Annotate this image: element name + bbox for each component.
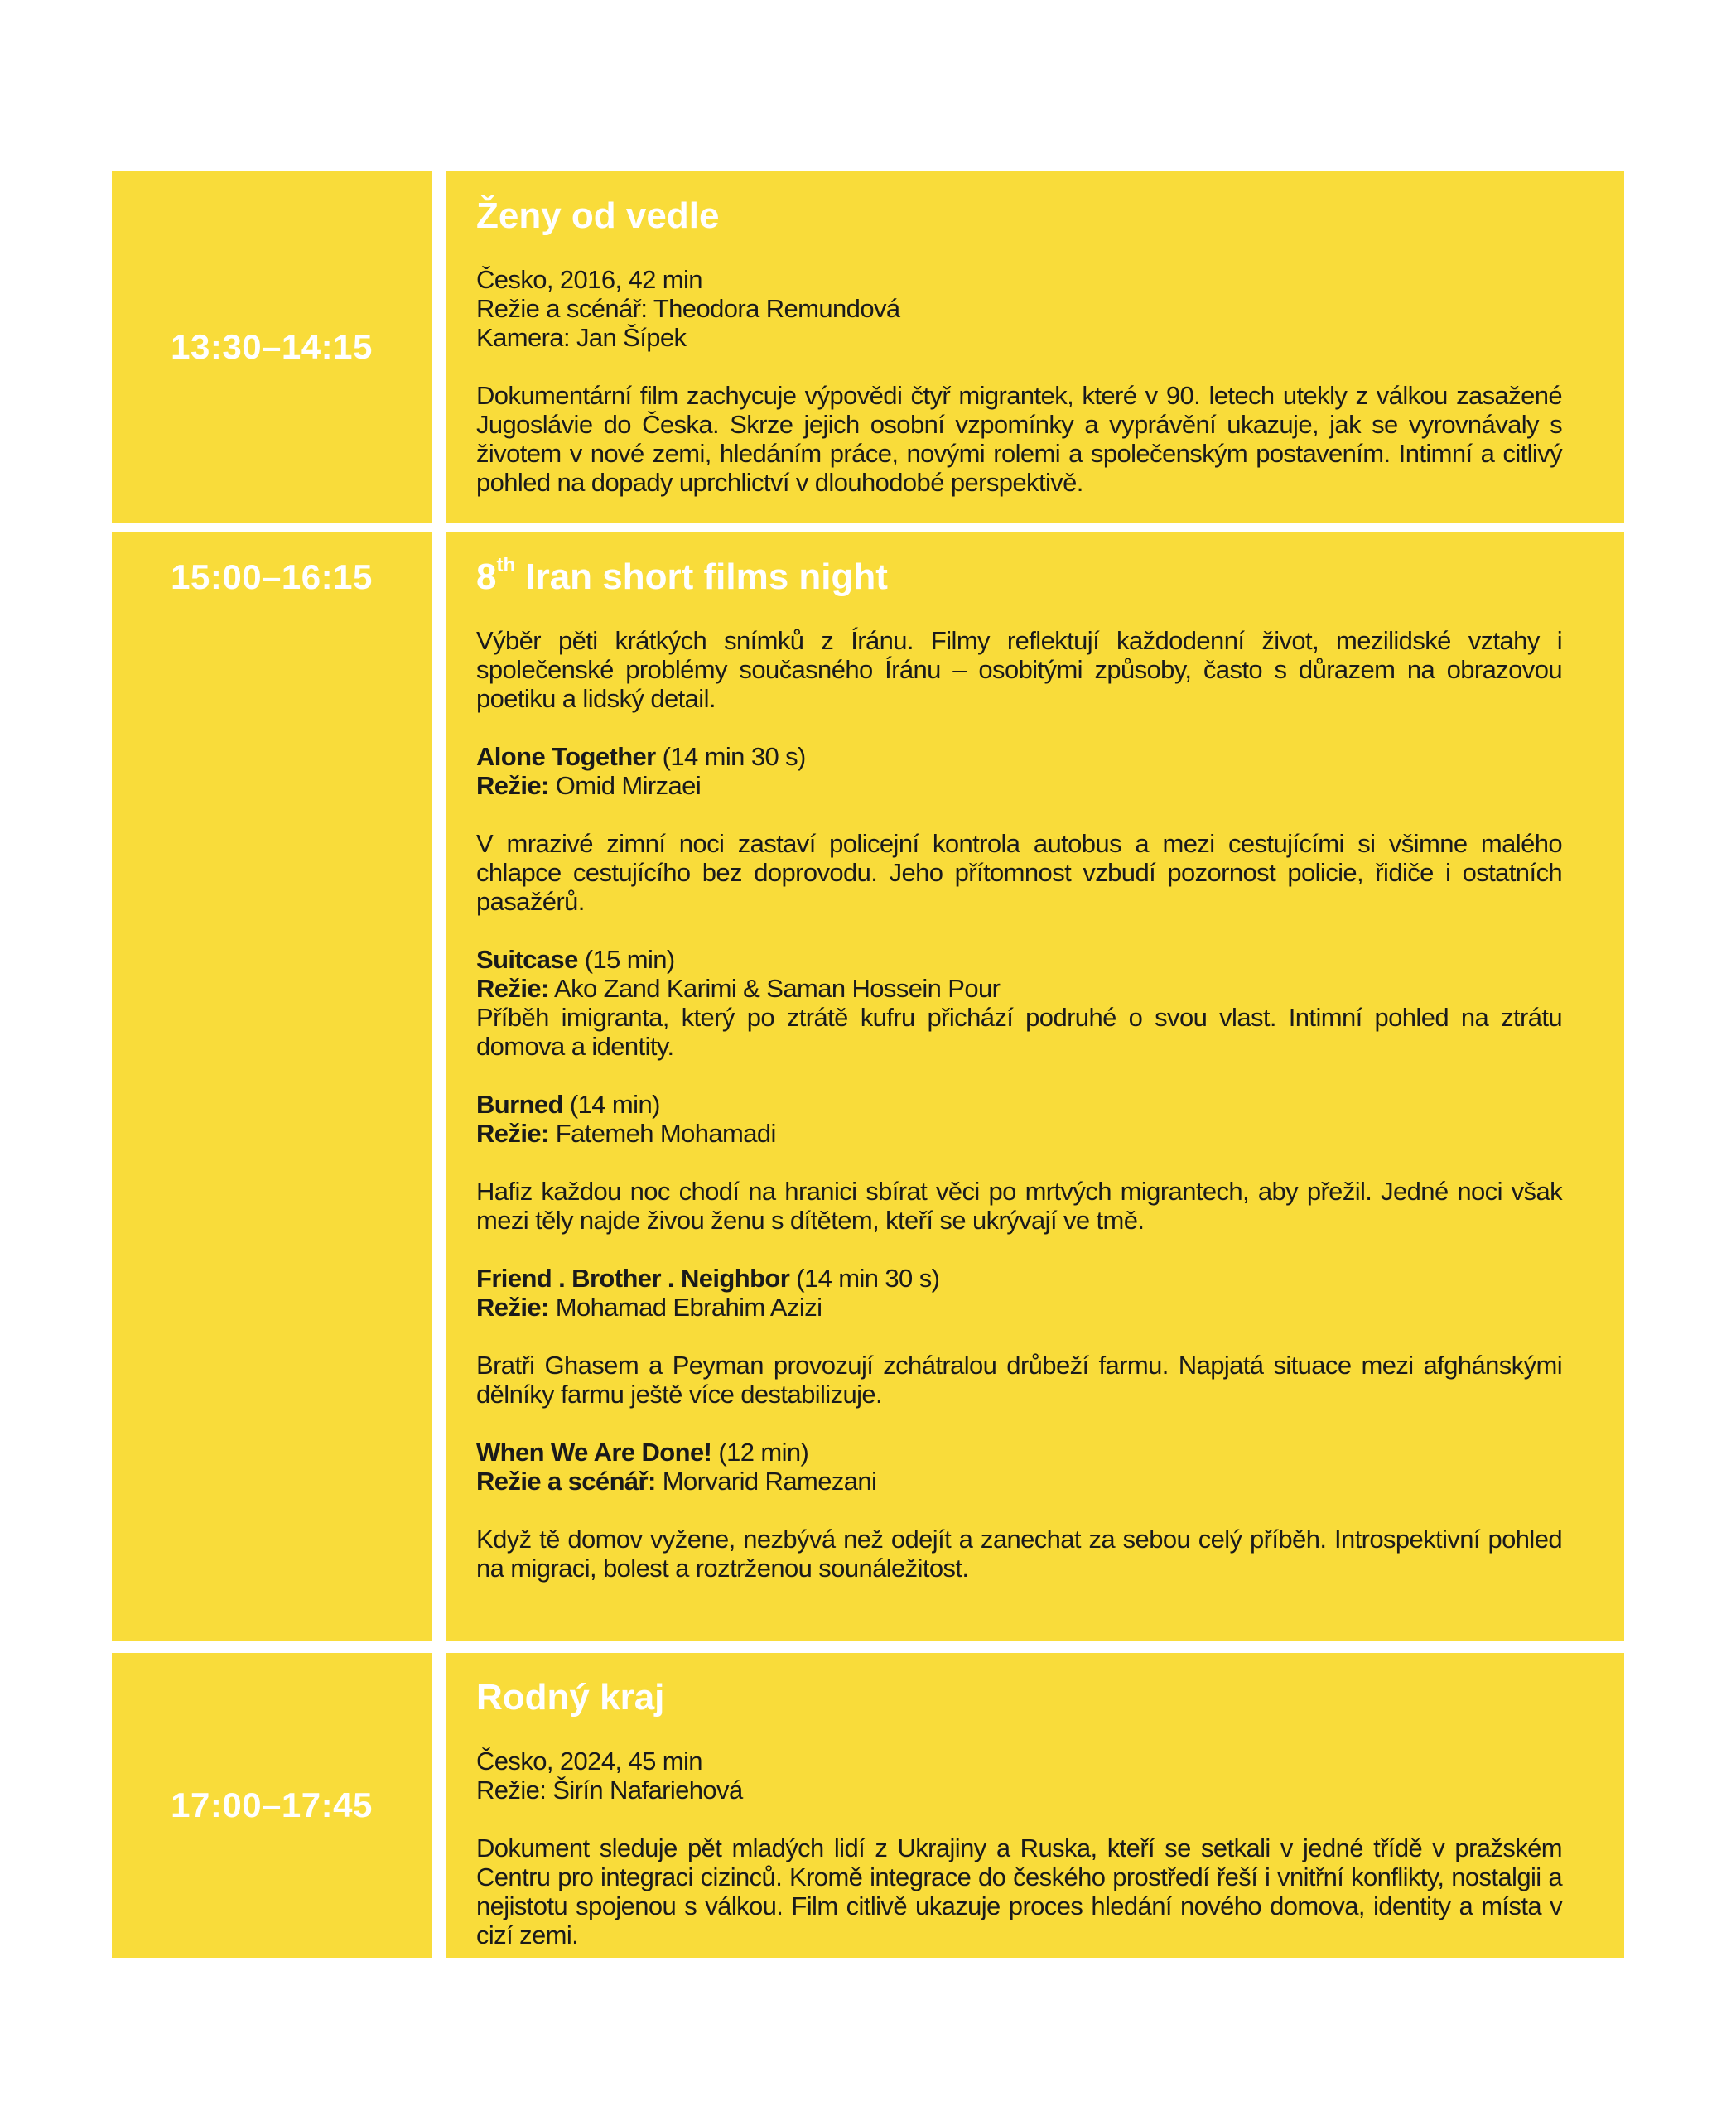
film-description: Dokument sleduje pět mladých lidí z Ukrajiny a Ruska, kteří se setkali v jedné třídě v pražském Centru pro integraci cizinců. Kromě integrace do českého prostředí řeší i vnitřní konflikty, nostalgii a nejistotu spojenou s válkou. Film citlivě ukazuje proces hledání nového domova, identity a místa v cizí zemi. (476, 1833, 1562, 1949)
short-film (476, 1090, 1562, 1148)
director-name: Omid Mirzaei (548, 770, 702, 800)
director-label: Režie a scénář: (476, 1466, 656, 1496)
film-title (476, 556, 1562, 600)
film-meta (476, 265, 1562, 352)
short-film-name: Burned (476, 1089, 563, 1119)
short-film (476, 1438, 1562, 1496)
program-row (112, 171, 1624, 523)
director-label: Režie: (476, 1292, 549, 1322)
film-title: Ženy od vedle (476, 195, 720, 236)
title-text: Iran short films night (515, 557, 888, 597)
program-row (112, 1653, 1624, 1958)
film-description: Dokumentární film zachycuje výpovědi čtyř migrantek, které v 90. letech utekly z válkou zasažené Jugoslávie do Česka. Skrze jejich osobní vzpomínky a vyprávění ukazuje, jak se vyrovnávaly s životem v nové zemi, hledáním práce, novými rolemi a společenským postavením. Intimní a citlivý pohled na dopady uprchlictví v dlouhodobé perspektivě. (476, 380, 1562, 497)
director-name: Morvarid Ramezani (655, 1466, 877, 1496)
short-film-description: Když tě domov vyžene, nezbývá než odejít a zanechat za sebou celý příběh. Introspektivní pohled na migraci, bolest a roztrženou sounáležitost. (476, 1524, 1562, 1583)
short-film-description: Příběh imigranta, který po ztrátě kufru přichází podruhé o svou vlast. Intimní pohled na ztrátu domova a identity. (476, 1002, 1562, 1061)
short-film (476, 1264, 1562, 1322)
title-number: 8 (476, 557, 497, 597)
film-panel (446, 532, 1624, 1641)
director-label: Režie: (476, 1118, 549, 1148)
short-film-length: (15 min) (577, 944, 675, 974)
time-slot: 15:00–16:15 (112, 532, 432, 1641)
short-film-description: Bratři Ghasem a Peyman provozují zchátralou drůbeží farmu. Napjatá situace mezi afghánskými dělníky farmu ještě více destabilizuje. (476, 1350, 1562, 1409)
film-meta (476, 1747, 1562, 1805)
short-film-length: (14 min 30 s) (789, 1263, 940, 1293)
meta-line: Česko, 2016, 42 min (476, 264, 702, 294)
meta-line: Česko, 2024, 45 min (476, 1746, 702, 1776)
director-name: Mohamad Ebrahim Azizi (548, 1292, 822, 1322)
short-film-length: (14 min) (562, 1089, 660, 1119)
short-film-name: Alone Together (476, 741, 656, 771)
short-film-description: V mrazivé zimní noci zastaví policejní kontrola autobus a mezi cestujícími si všimne malého chlapce cestujícího bez doprovodu. Jeho přítomnost vzbudí pozornost policie, řidiče i ostatních pasažérů. (476, 828, 1562, 916)
short-film (476, 945, 1562, 1061)
director-name: Ako Zand Karimi & Saman Hossein Pour (548, 973, 1001, 1003)
time-slot: 13:30–14:15 (112, 171, 432, 523)
meta-line: Režie a scénář: Theodora Remundová (476, 293, 900, 323)
short-film-name: Suitcase (476, 944, 578, 974)
program-row (112, 532, 1624, 1641)
short-film-length: (14 min 30 s) (655, 741, 806, 771)
director-label: Režie: (476, 770, 549, 800)
film-panel (446, 171, 1624, 523)
time-slot: 17:00–17:45 (112, 1653, 432, 1958)
title-superscript: th (496, 554, 516, 576)
director-label: Režie: (476, 973, 549, 1003)
program-intro: Výběr pěti krátkých snímků z Íránu. Filmy reflektují každodenní život, mezilidské vztahy i společenské problémy současného Íránu – osobitými způsoby, často s důrazem na obrazovou poetiku a lidský detail. (476, 625, 1562, 713)
short-film-length: (12 min) (711, 1437, 809, 1467)
film-panel (446, 1653, 1624, 1958)
short-film-description: Hafiz každou noc chodí na hranici sbírat věci po mrtvých migrantech, aby přežil. Jedné noci však mezi těly najde živou ženu s dítětem, kteří se ukrývají ve tmě. (476, 1176, 1562, 1235)
director-name: Fatemeh Mohamadi (548, 1118, 776, 1148)
short-film-name: Friend . Brother . Neighbor (476, 1263, 790, 1293)
short-film-name: When We Are Done! (476, 1437, 712, 1467)
film-title: Rodný kraj (476, 1677, 665, 1718)
meta-line: Režie: Širín Nafariehová (476, 1775, 743, 1805)
meta-line: Kamera: Jan Šípek (476, 322, 687, 352)
short-film (476, 742, 1562, 800)
